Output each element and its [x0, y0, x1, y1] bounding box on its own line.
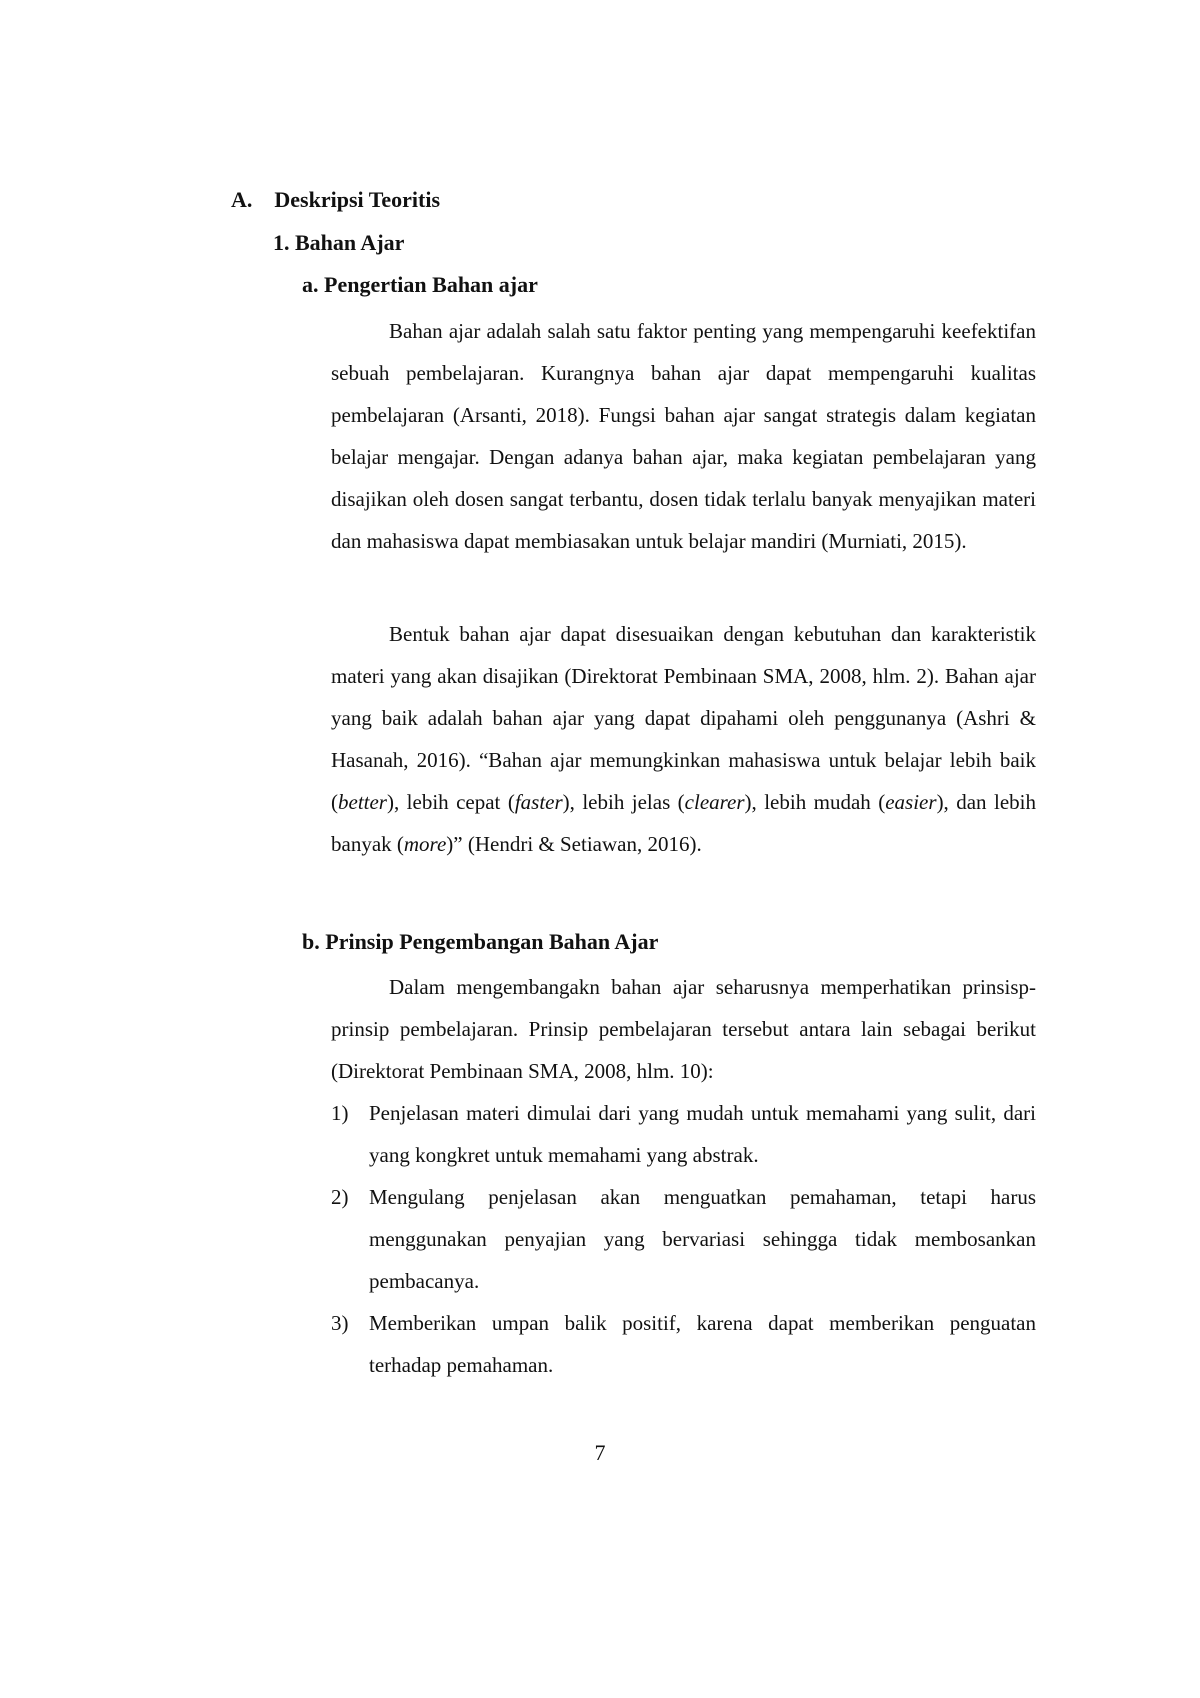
list-marker: 3) — [331, 1311, 349, 1335]
section-letter: A. — [231, 187, 253, 212]
page-number: 7 — [594, 1440, 606, 1465]
subsection-title: Bahan Ajar — [295, 230, 405, 255]
subsection-number: 1. — [273, 230, 290, 255]
italic-term: faster — [514, 790, 563, 814]
section-heading — [231, 185, 440, 215]
point-a-paragraph-1: Bahan ajar adalah salah satu faktor penting yang mempengaruhi keefektifan sebuah pembelajaran. Kurangnya bahan ajar dapat mempengaruhi kualitas pembelajaran (Arsanti, 2018). Fungsi bahan ajar sangat strategis dalam kegiatan belajar mengajar. Dengan adanya bahan ajar, maka kegiatan pembelajaran yang disajikan oleh dosen sangat terbantu, dosen tidak terlalu banyak menyajikan materi dan mahasiswa dapat membiasakan untuk belajar mandiri (Murniati, 2015). — [331, 319, 1036, 553]
subsection-heading — [273, 228, 404, 258]
list-item-text: Penjelasan materi dimulai dari yang mudah untuk memahami yang sulit, dari yang kongkret untuk memahami yang abstrak. — [369, 1101, 1036, 1167]
list-marker: 1) — [331, 1101, 349, 1125]
list-item-text: Mengulang penjelasan akan menguatkan pemahaman, tetapi harus menggunakan penyajian yang bervariasi sehingga tidak membosankan pembacanya. — [369, 1185, 1036, 1293]
point-b-intro: Dalam mengembangakn bahan ajar seharusnya memperhatikan prinsisp-prinsip pembelajaran. Prinsip pembelajaran tersebut antara lain sebagai berikut (Direktorat Pembinaan SMA, 2008, hlm. 10): — [331, 975, 1036, 1083]
point-a-title: Pengertian Bahan ajar — [324, 272, 538, 297]
list-item — [331, 1092, 1036, 1176]
list-item-text: Memberikan umpan balik positif, karena dapat memberikan penguatan terhadap pemahaman. — [369, 1311, 1036, 1377]
italic-term: easier — [885, 790, 937, 814]
paragraph-text: ), lebih mudah ( — [744, 790, 886, 814]
section-title: Deskripsi Teoritis — [274, 187, 441, 212]
point-a-letter: a. — [302, 272, 319, 297]
italic-term: more — [403, 832, 447, 856]
italic-term: clearer — [684, 790, 745, 814]
paragraph-text: )” (Hendri & Setiawan, 2016). — [446, 832, 702, 856]
paragraph-text: ), dan lebih banyak ( — [331, 790, 1036, 856]
list-marker: 2) — [331, 1185, 349, 1209]
point-a-heading — [302, 270, 538, 300]
paragraph-text: ), lebih cepat ( — [386, 790, 515, 814]
list-item — [331, 1176, 1036, 1302]
point-a-paragraph-2 — [331, 613, 1036, 865]
point-b-title: Prinsip Pengembangan Bahan Ajar — [325, 929, 659, 954]
point-b-letter: b. — [302, 929, 320, 954]
italic-term: better — [338, 790, 387, 814]
paragraph-text: ), lebih jelas ( — [562, 790, 685, 814]
paragraph-text: Bentuk bahan ajar dapat disesuaikan dengan kebutuhan dan karakteristik materi yang akan disajikan (Direktorat Pembinaan SMA, 2008, hlm. 2). Bahan ajar yang baik adalah bahan ajar yang dapat dipahami oleh penggunanya (Ashri & Hasanah, 2016). “Bahan ajar memungkinkan mahasiswa untuk belajar lebih baik ( — [331, 622, 1036, 814]
point-b-heading — [302, 927, 658, 957]
list-item — [331, 1302, 1036, 1386]
